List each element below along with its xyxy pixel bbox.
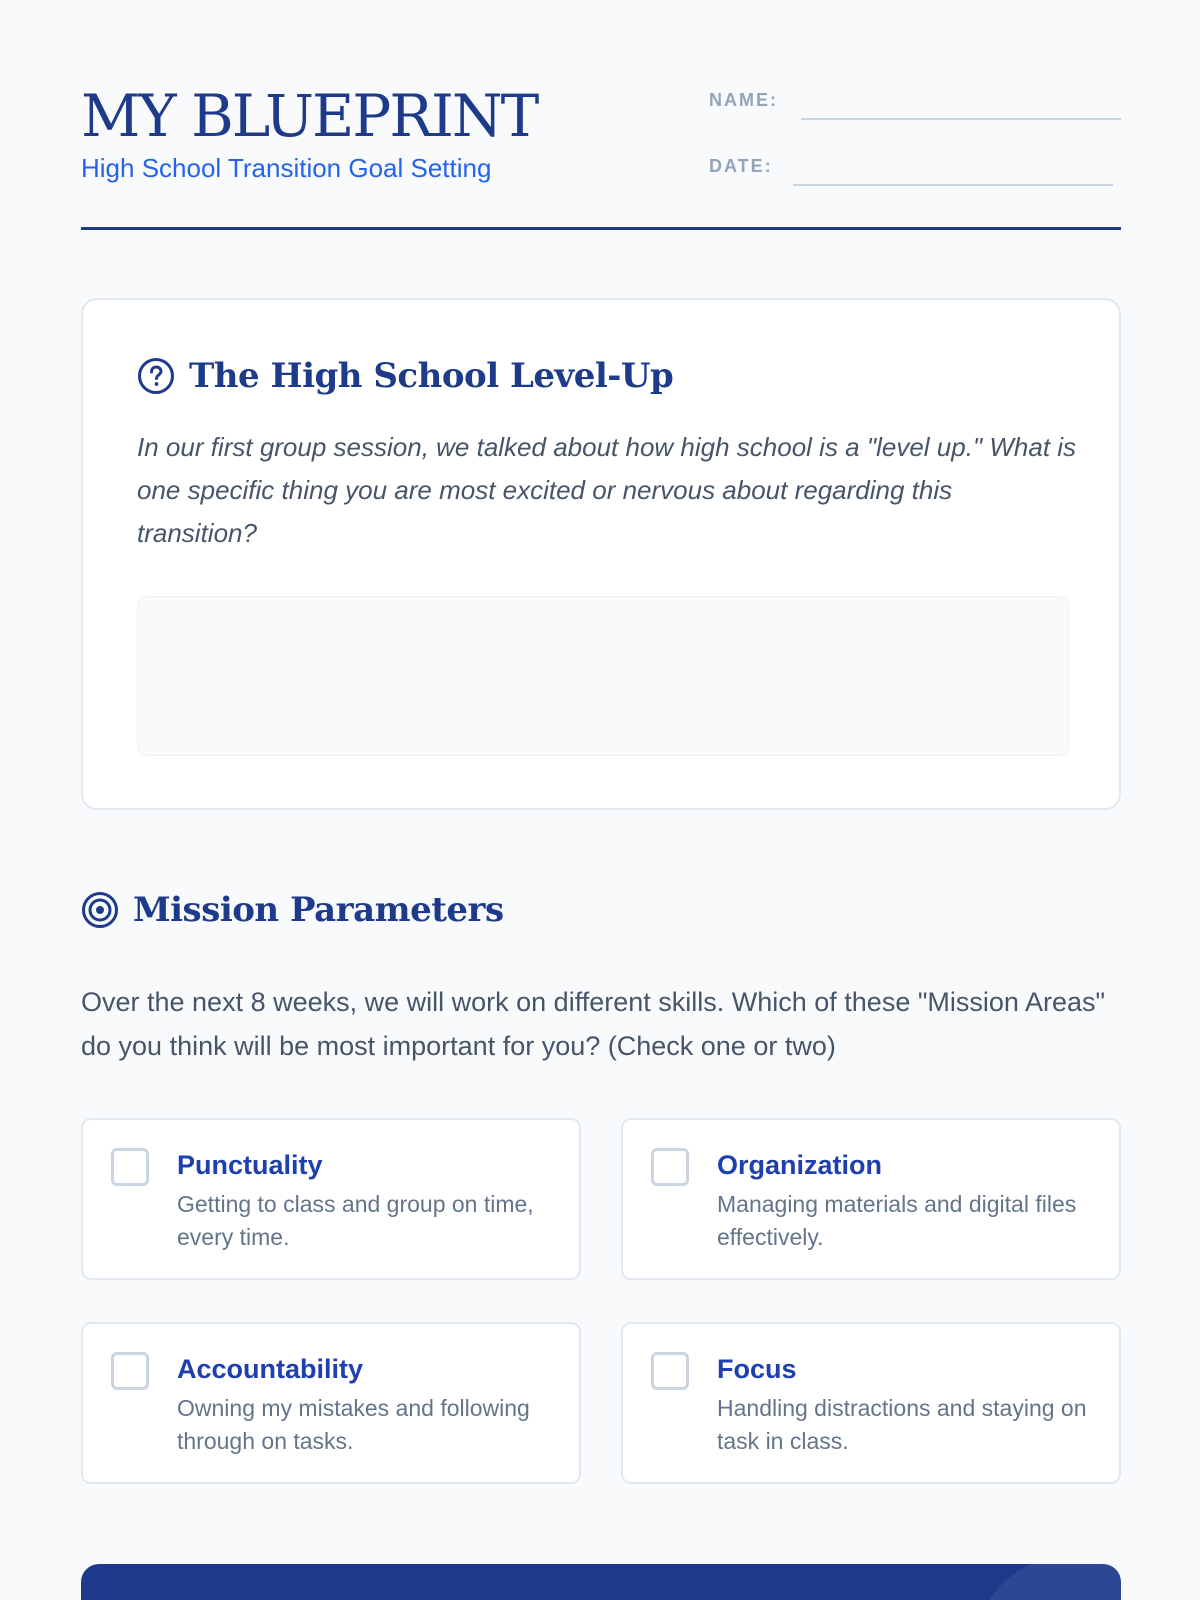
- page-subtitle: High School Transition Goal Setting: [81, 153, 492, 183]
- option-description: Owning my mistakes and following through on tasks.: [177, 1395, 530, 1454]
- option-title: Organization: [717, 1150, 883, 1180]
- date-field[interactable]: [793, 184, 1113, 186]
- target-icon: [81, 891, 119, 929]
- level-up-prompt: In our first group session, we talked about how high school is a "level up." What is one specific thing you are most excited or nervous about regarding this transition?: [137, 432, 1077, 548]
- level-up-title: The High School Level-Up: [189, 356, 674, 396]
- focus-checkbox[interactable]: [651, 1352, 689, 1390]
- level-up-answer-input[interactable]: [137, 596, 1069, 756]
- mission-heading: [81, 890, 504, 930]
- option-title: Accountability: [177, 1354, 364, 1384]
- name-field[interactable]: [801, 118, 1121, 120]
- mission-intro: Over the next 8 weeks, we will work on different skills. Which of these "Mission Areas" do you think will be most important for you? (Check one or two): [81, 987, 1106, 1061]
- decorative-circle: [971, 1564, 1121, 1600]
- mission-option-punctuality[interactable]: [81, 1118, 581, 1280]
- option-description: Handling distractions and staying on task in class.: [717, 1395, 1087, 1454]
- level-up-heading: [137, 356, 673, 396]
- option-title: Focus: [717, 1354, 797, 1384]
- page-title: MY BLUEPRINT: [81, 82, 538, 150]
- name-label: NAME:: [709, 90, 778, 110]
- organization-checkbox[interactable]: [651, 1148, 689, 1186]
- punctuality-checkbox[interactable]: [111, 1148, 149, 1186]
- question-circle-icon: [137, 357, 175, 395]
- option-description: Managing materials and digital files effectively.: [717, 1191, 1077, 1250]
- date-label: DATE:: [709, 156, 773, 176]
- bottom-banner: [81, 1564, 1121, 1600]
- mission-option-focus[interactable]: [621, 1322, 1121, 1484]
- mission-option-accountability[interactable]: [81, 1322, 581, 1484]
- mission-option-organization[interactable]: [621, 1118, 1121, 1280]
- mission-title: Mission Parameters: [133, 890, 504, 930]
- accountability-checkbox[interactable]: [111, 1352, 149, 1390]
- page-header: [81, 84, 1121, 230]
- option-title: Punctuality: [177, 1150, 323, 1180]
- option-description: Getting to class and group on time, every time.: [177, 1191, 534, 1250]
- level-up-card: [81, 298, 1121, 810]
